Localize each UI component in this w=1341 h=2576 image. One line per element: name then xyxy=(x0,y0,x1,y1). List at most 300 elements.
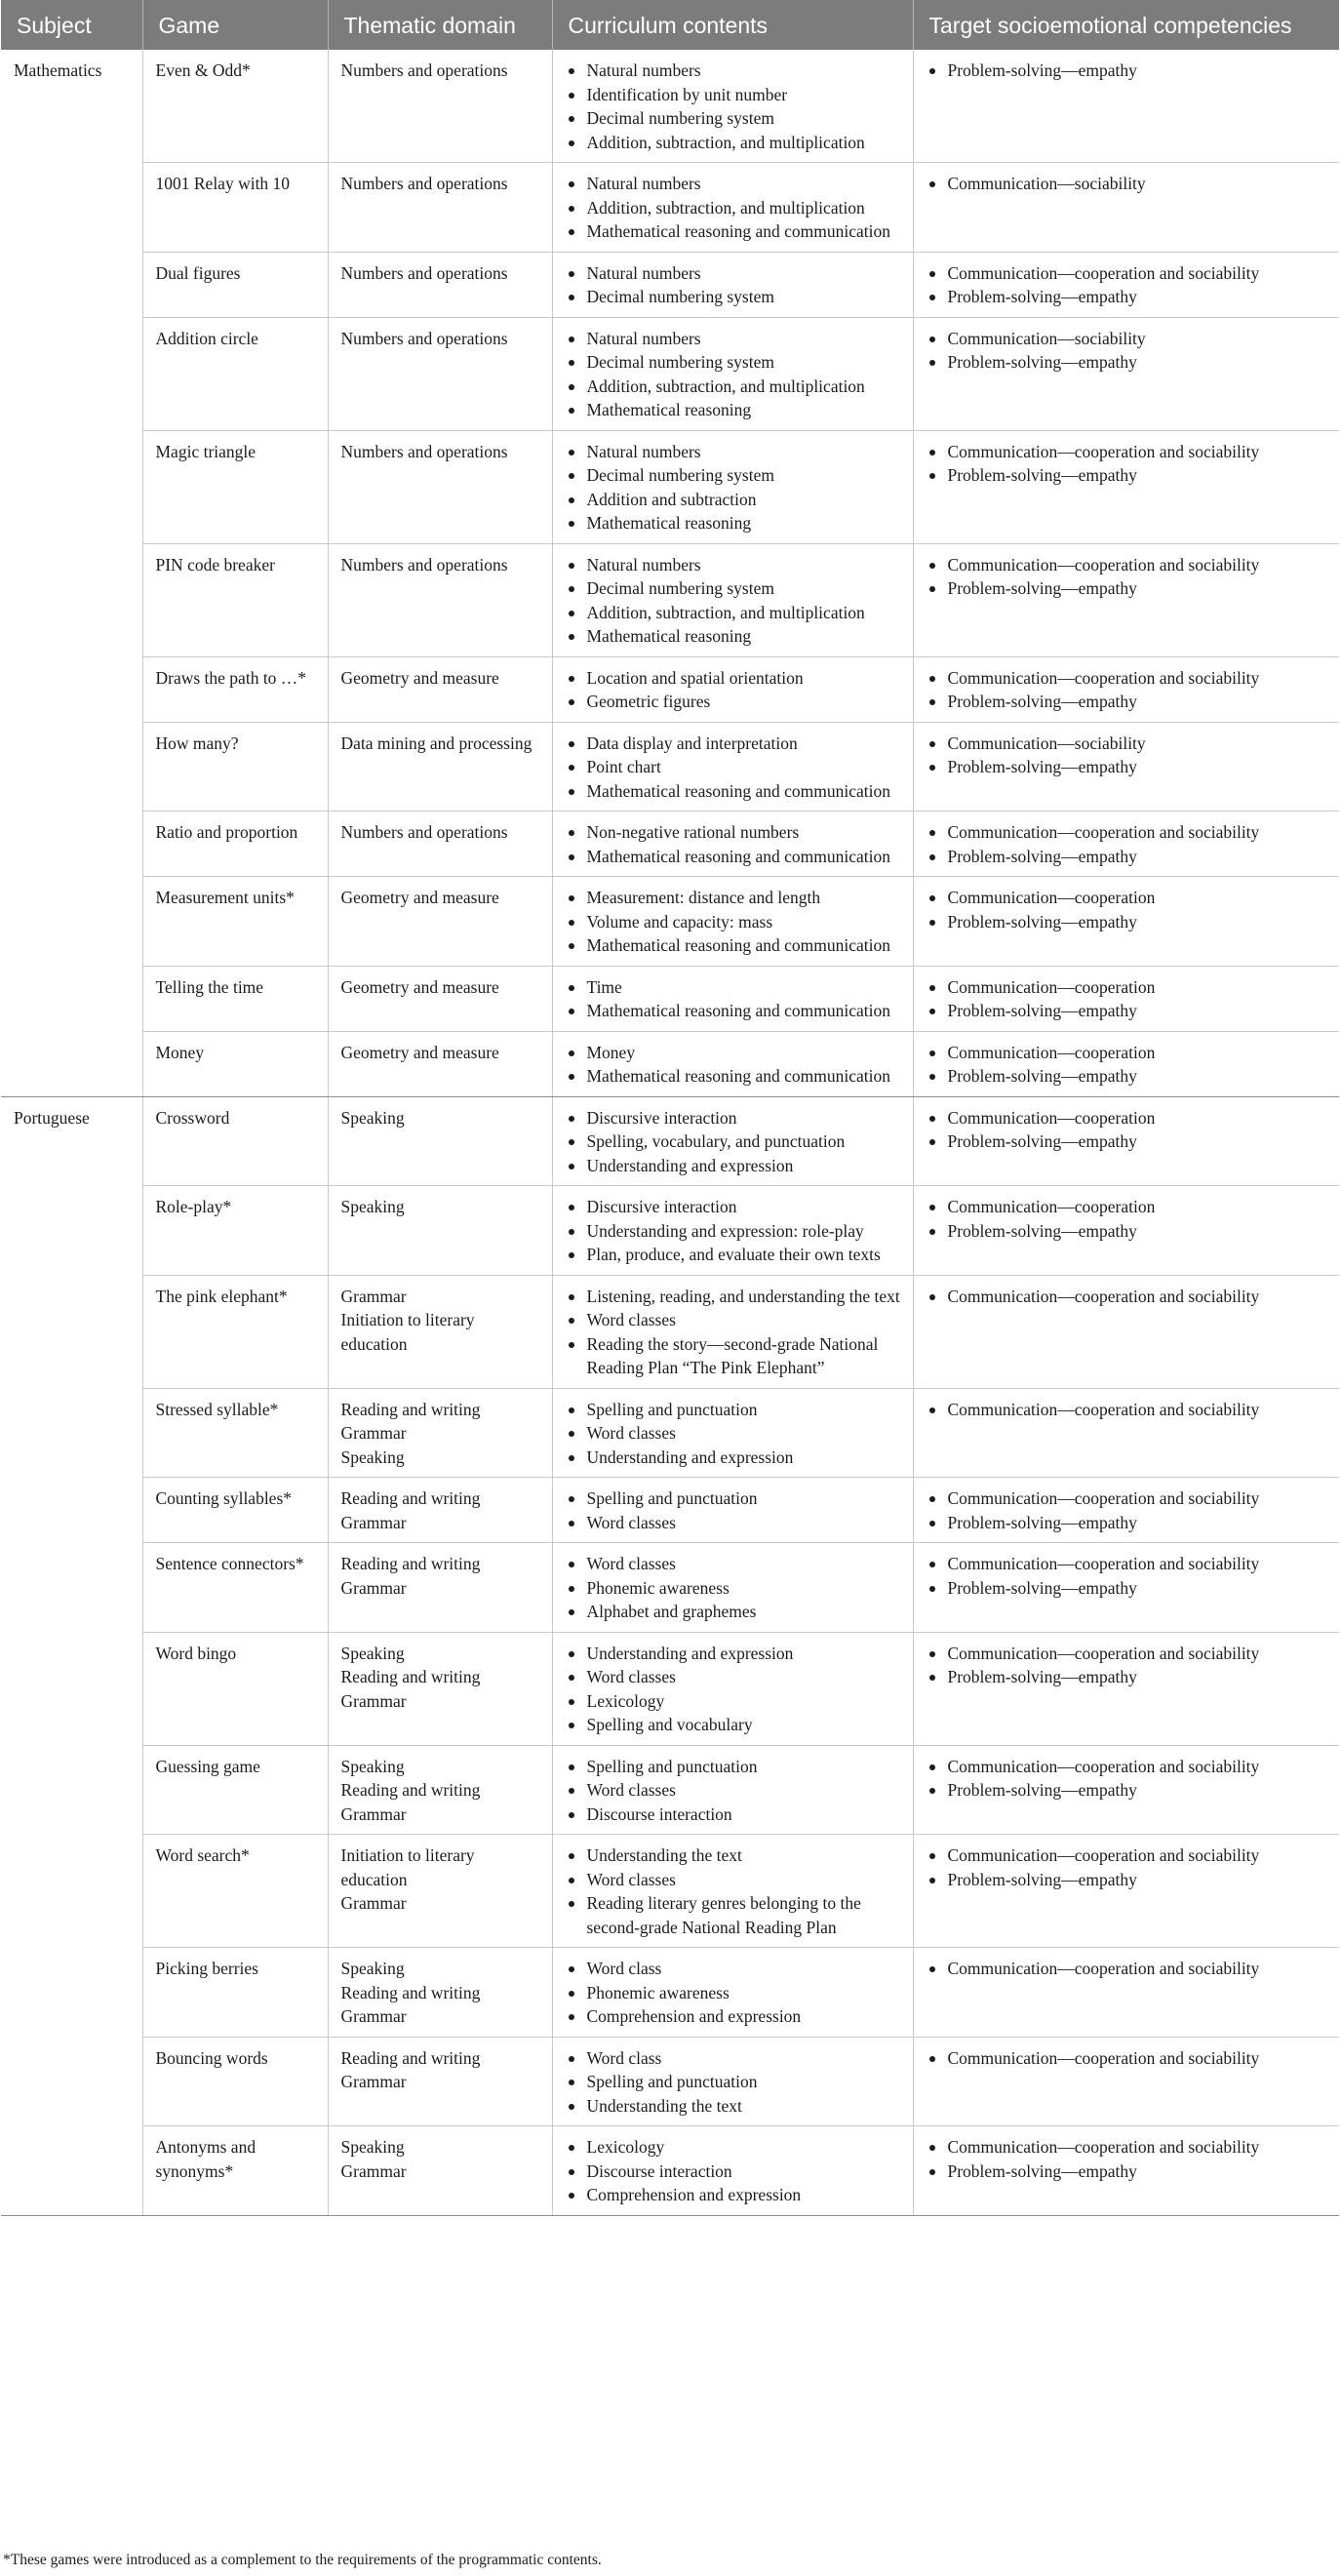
thematic-domain-cell xyxy=(328,252,552,317)
thematic-domain-cell xyxy=(328,2037,552,2126)
curriculum-contents-cell xyxy=(552,1275,913,1388)
thematic-domain-cell xyxy=(328,1835,552,1948)
game-cell xyxy=(142,50,328,163)
game-name: Guessing game xyxy=(155,1756,260,1776)
thematic-domain-cell xyxy=(328,543,552,656)
curriculum-contents-cell xyxy=(552,2037,913,2126)
curriculum-content-item: Decimal numbering system xyxy=(566,285,903,309)
curriculum-contents-list xyxy=(566,59,903,154)
game-cell xyxy=(142,1096,328,1186)
competency-item: Problem-solving—empathy xyxy=(927,1868,1330,1892)
curriculum-content-item: Alphabet and graphemes xyxy=(566,1600,903,1624)
curriculum-contents-list xyxy=(566,2046,903,2119)
competency-item: Problem-solving—empathy xyxy=(927,1511,1330,1535)
curriculum-content-item: Word class xyxy=(566,2046,903,2071)
competency-item: Communication—cooperation and sociability xyxy=(927,440,1330,464)
header-subject: Subject xyxy=(1,0,142,50)
curriculum-content-item: Word classes xyxy=(566,1868,903,1892)
competencies-cell xyxy=(913,722,1339,812)
game-name: Draws the path to …* xyxy=(155,667,307,688)
curriculum-contents-cell xyxy=(552,1186,913,1276)
thematic-domain: Numbers and operations xyxy=(340,554,508,575)
thematic-domain-cell xyxy=(328,877,552,967)
thematic-domain: Initiation to literary education xyxy=(340,1310,475,1354)
thematic-domain: Reading and writing xyxy=(340,2047,481,2068)
game-cell xyxy=(142,1835,328,1948)
curriculum-content-item: Phonemic awareness xyxy=(566,1576,903,1601)
competencies-cell xyxy=(913,1186,1339,1276)
curriculum-contents-list xyxy=(566,1041,903,1089)
game-name: Addition circle xyxy=(155,328,258,348)
curriculum-content-item: Spelling, vocabulary, and punctuation xyxy=(566,1129,903,1154)
competency-item: Communication—cooperation and sociability xyxy=(927,1486,1330,1511)
competency-item: Communication—cooperation and sociability xyxy=(927,1843,1330,1868)
table-row xyxy=(1,1031,1339,1096)
curriculum-contents-list xyxy=(566,172,903,244)
competencies-list xyxy=(927,327,1330,375)
curriculum-content-item: Word classes xyxy=(566,1665,903,1689)
competency-item: Communication—cooperation xyxy=(927,1106,1330,1130)
thematic-domain: Geometry and measure xyxy=(340,1042,499,1062)
thematic-domain: Grammar xyxy=(340,2072,407,2091)
curriculum-contents-cell xyxy=(552,877,913,967)
competency-item: Problem-solving—empathy xyxy=(927,1576,1330,1601)
curriculum-contents-list xyxy=(566,975,903,1023)
competency-item: Problem-solving—empathy xyxy=(927,755,1330,779)
thematic-domain: Geometry and measure xyxy=(340,667,499,688)
curriculum-contents-cell xyxy=(552,656,913,722)
game-name: Sentence connectors* xyxy=(155,1554,304,1573)
competencies-cell xyxy=(913,1478,1339,1543)
game-cell xyxy=(142,1478,328,1543)
game-name: Word bingo xyxy=(155,1643,237,1663)
thematic-domain-cell xyxy=(328,1388,552,1478)
thematic-domain-cell xyxy=(328,430,552,543)
thematic-domain: Reading and writing xyxy=(340,1399,481,1419)
game-name: Crossword xyxy=(155,1107,230,1128)
competencies-cell xyxy=(913,50,1339,163)
game-name: Antonyms and synonyms* xyxy=(155,2137,256,2181)
curriculum-content-item: Decimal numbering system xyxy=(566,350,903,375)
thematic-domain-cell xyxy=(328,966,552,1031)
game-name: How many? xyxy=(155,733,239,753)
competency-item: Communication—cooperation and sociability xyxy=(927,1755,1330,1779)
competency-item: Communication—cooperation and sociability xyxy=(927,1398,1330,1422)
competencies-cell xyxy=(913,2037,1339,2126)
competency-item: Problem-solving—empathy xyxy=(927,350,1330,375)
competencies-list xyxy=(927,2046,1330,2071)
curriculum-content-item: Spelling and punctuation xyxy=(566,2070,903,2094)
curriculum-content-item: Natural numbers xyxy=(566,59,903,83)
curriculum-content-item: Comprehension and expression xyxy=(566,2183,903,2207)
game-name: Even & Odd* xyxy=(155,60,251,80)
curriculum-content-item: Addition, subtraction, and multiplication xyxy=(566,196,903,220)
thematic-domain: Speaking xyxy=(340,1959,405,1978)
game-cell xyxy=(142,1745,328,1835)
subject-cell: Mathematics xyxy=(1,50,142,1096)
curriculum-contents-list xyxy=(566,1957,903,2029)
competency-item: Communication—cooperation and sociability xyxy=(927,261,1330,286)
curriculum-contents-cell xyxy=(552,430,913,543)
curriculum-content-item: Mathematical reasoning and communication xyxy=(566,779,903,804)
curriculum-contents-list xyxy=(566,1552,903,1624)
games-table xyxy=(1,0,1339,2216)
competency-item: Communication—cooperation xyxy=(927,975,1330,1000)
thematic-domain: Numbers and operations xyxy=(340,174,508,193)
game-cell xyxy=(142,1031,328,1096)
competency-item: Problem-solving—empathy xyxy=(927,910,1330,934)
competencies-cell xyxy=(913,2126,1339,2216)
curriculum-contents-list xyxy=(566,2135,903,2207)
competencies-cell xyxy=(913,1031,1339,1096)
thematic-domain: Reading and writing xyxy=(340,1488,481,1508)
table-row xyxy=(1,1275,1339,1388)
curriculum-content-item: Word classes xyxy=(566,1778,903,1803)
curriculum-content-item: Mathematical reasoning and communication xyxy=(566,933,903,958)
game-cell xyxy=(142,1388,328,1478)
thematic-domain-cell xyxy=(328,317,552,430)
thematic-domain: Geometry and measure xyxy=(340,976,499,997)
table-row xyxy=(1,1478,1339,1543)
curriculum-contents-list xyxy=(566,553,903,649)
curriculum-content-item: Natural numbers xyxy=(566,440,903,464)
game-cell xyxy=(142,1948,328,2038)
thematic-domain: Grammar xyxy=(340,1577,407,1598)
game-name: Measurement units* xyxy=(155,888,295,907)
table-footnote: *These games were introduced as a complement to the requirements of the programmatic contents. xyxy=(3,2552,602,2568)
table-row xyxy=(1,1745,1339,1835)
competencies-list xyxy=(927,440,1330,488)
competencies-cell xyxy=(913,966,1339,1031)
curriculum-content-item: Word classes xyxy=(566,1552,903,1576)
game-name: Dual figures xyxy=(155,262,241,283)
curriculum-contents-list xyxy=(566,1285,903,1380)
table-row xyxy=(1,1543,1339,1633)
curriculum-content-item: Addition, subtraction, and multiplication xyxy=(566,375,903,399)
competencies-list xyxy=(927,732,1330,779)
thematic-domain: Grammar xyxy=(340,1423,407,1443)
curriculum-content-item: Word classes xyxy=(566,1421,903,1446)
curriculum-contents-cell xyxy=(552,966,913,1031)
curriculum-content-item: Spelling and vocabulary xyxy=(566,1713,903,1737)
competencies-list xyxy=(927,172,1330,196)
curriculum-content-item: Geometric figures xyxy=(566,690,903,714)
thematic-domain: Grammar xyxy=(340,2006,407,2026)
thematic-domain-cell xyxy=(328,1632,552,1745)
thematic-domain: Grammar xyxy=(340,1690,407,1711)
game-cell xyxy=(142,317,328,430)
competencies-cell xyxy=(913,317,1339,430)
curriculum-contents-cell xyxy=(552,252,913,317)
competency-item: Problem-solving—empathy xyxy=(927,845,1330,869)
game-name: The pink elephant* xyxy=(155,1286,288,1306)
curriculum-content-item: Point chart xyxy=(566,755,903,779)
curriculum-content-item: Mathematical reasoning and communication xyxy=(566,219,903,244)
competency-item: Communication—cooperation and sociability xyxy=(927,1552,1330,1576)
thematic-domain-cell xyxy=(328,163,552,253)
game-cell xyxy=(142,722,328,812)
curriculum-contents-cell xyxy=(552,2126,913,2216)
competencies-list xyxy=(927,1552,1330,1600)
curriculum-content-item: Discursive interaction xyxy=(566,1106,903,1130)
competency-item: Communication—cooperation xyxy=(927,1195,1330,1219)
competency-item: Communication—sociability xyxy=(927,732,1330,756)
game-name: Stressed syllable* xyxy=(155,1399,279,1419)
thematic-domain-cell xyxy=(328,722,552,812)
thematic-domain-cell xyxy=(328,50,552,163)
competencies-cell xyxy=(913,1835,1339,1948)
curriculum-content-item: Spelling and punctuation xyxy=(566,1398,903,1422)
competencies-list xyxy=(927,261,1330,309)
competencies-cell xyxy=(913,1275,1339,1388)
competency-item: Communication—cooperation and sociability xyxy=(927,1957,1330,1981)
thematic-domain: Numbers and operations xyxy=(340,328,508,348)
thematic-domain: Reading and writing xyxy=(340,1982,481,2002)
curriculum-contents-cell xyxy=(552,722,913,812)
curriculum-content-item: Money xyxy=(566,1041,903,1065)
game-cell xyxy=(142,1543,328,1633)
thematic-domain: Speaking xyxy=(340,1756,405,1776)
competency-item: Problem-solving—empathy xyxy=(927,1064,1330,1089)
competencies-list xyxy=(927,975,1330,1023)
game-cell xyxy=(142,877,328,967)
curriculum-content-item: Understanding and expression xyxy=(566,1642,903,1666)
curriculum-contents-cell xyxy=(552,1632,913,1745)
curriculum-content-item: Lexicology xyxy=(566,1689,903,1714)
curriculum-contents-cell xyxy=(552,1948,913,2038)
game-name: Telling the time xyxy=(155,976,264,997)
game-name: Word search* xyxy=(155,1845,250,1865)
thematic-domain: Speaking xyxy=(340,1197,405,1216)
curriculum-content-item: Discourse interaction xyxy=(566,1803,903,1827)
thematic-domain: Speaking xyxy=(340,1643,405,1663)
competencies-list xyxy=(927,1106,1330,1154)
curriculum-content-item: Discursive interaction xyxy=(566,1195,903,1219)
curriculum-contents-list xyxy=(566,261,903,309)
curriculum-contents-list xyxy=(566,440,903,535)
competencies-cell xyxy=(913,656,1339,722)
competencies-cell xyxy=(913,1543,1339,1633)
competencies-cell xyxy=(913,877,1339,967)
game-cell xyxy=(142,1632,328,1745)
games-table-container xyxy=(1,0,1339,2216)
game-cell xyxy=(142,1275,328,1388)
competencies-list xyxy=(927,820,1330,868)
curriculum-content-item: Plan, produce, and evaluate their own texts xyxy=(566,1243,903,1267)
table-row xyxy=(1,317,1339,430)
competencies-cell xyxy=(913,1632,1339,1745)
thematic-domain: Data mining and processing xyxy=(340,733,532,753)
competency-item: Problem-solving—empathy xyxy=(927,1778,1330,1803)
curriculum-content-item: Decimal numbering system xyxy=(566,576,903,601)
thematic-domain-cell xyxy=(328,1186,552,1276)
game-cell xyxy=(142,430,328,543)
competencies-cell xyxy=(913,812,1339,877)
thematic-domain: Initiation to literary education xyxy=(340,1845,475,1889)
game-cell xyxy=(142,2037,328,2126)
curriculum-contents-list xyxy=(566,1642,903,1737)
table-row xyxy=(1,1186,1339,1276)
thematic-domain: Geometry and measure xyxy=(340,888,499,907)
table-row xyxy=(1,1632,1339,1745)
table-row xyxy=(1,812,1339,877)
table-row xyxy=(1,1948,1339,2038)
thematic-domain: Numbers and operations xyxy=(340,60,508,80)
thematic-domain: Grammar xyxy=(340,1512,407,1532)
curriculum-content-item: Non-negative rational numbers xyxy=(566,820,903,845)
curriculum-contents-cell xyxy=(552,1388,913,1478)
table-row xyxy=(1,50,1339,163)
competency-item: Communication—cooperation and sociability xyxy=(927,820,1330,845)
thematic-domain: Reading and writing xyxy=(340,1780,481,1800)
competency-item: Problem-solving—empathy xyxy=(927,285,1330,309)
curriculum-contents-list xyxy=(566,666,903,714)
curriculum-contents-list xyxy=(566,1486,903,1534)
curriculum-content-item: Discourse interaction xyxy=(566,2160,903,2184)
curriculum-contents-list xyxy=(566,1106,903,1178)
curriculum-content-item: Volume and capacity: mass xyxy=(566,910,903,934)
competencies-list xyxy=(927,1195,1330,1243)
competency-item: Communication—cooperation xyxy=(927,886,1330,910)
curriculum-contents-cell xyxy=(552,317,913,430)
curriculum-contents-list xyxy=(566,820,903,868)
subject-cell: Portuguese xyxy=(1,1096,142,2215)
curriculum-content-item: Word class xyxy=(566,1957,903,1981)
curriculum-content-item: Comprehension and expression xyxy=(566,2004,903,2029)
table-row xyxy=(1,1835,1339,1948)
competencies-list xyxy=(927,1843,1330,1891)
game-cell xyxy=(142,2126,328,2216)
curriculum-content-item: Mathematical reasoning xyxy=(566,624,903,649)
thematic-domain: Numbers and operations xyxy=(340,822,508,842)
thematic-domain-cell xyxy=(328,1275,552,1388)
curriculum-content-item: Addition and subtraction xyxy=(566,488,903,512)
table-row xyxy=(1,2126,1339,2216)
game-name: Counting syllables* xyxy=(155,1488,293,1508)
thematic-domain-cell xyxy=(328,656,552,722)
competency-item: Problem-solving—empathy xyxy=(927,1219,1330,1244)
thematic-domain-cell xyxy=(328,2126,552,2216)
competencies-list xyxy=(927,1486,1330,1534)
table-row xyxy=(1,163,1339,253)
competencies-cell xyxy=(913,543,1339,656)
curriculum-content-item: Natural numbers xyxy=(566,172,903,196)
curriculum-content-item: Natural numbers xyxy=(566,327,903,351)
curriculum-content-item: Identification by unit number xyxy=(566,83,903,107)
header-target-competencies: Target socioemotional competencies xyxy=(913,0,1339,50)
table-row xyxy=(1,1096,1339,1186)
competencies-list xyxy=(927,886,1330,933)
competency-item: Problem-solving—empathy xyxy=(927,690,1330,714)
competency-item: Communication—cooperation xyxy=(927,1041,1330,1065)
curriculum-contents-cell xyxy=(552,1031,913,1096)
competencies-list xyxy=(927,1398,1330,1422)
curriculum-content-item: Natural numbers xyxy=(566,553,903,577)
game-name: Money xyxy=(155,1042,205,1062)
competencies-cell xyxy=(913,163,1339,253)
curriculum-content-item: Understanding and expression xyxy=(566,1154,903,1178)
curriculum-content-item: Phonemic awareness xyxy=(566,1981,903,2005)
curriculum-content-item: Measurement: distance and length xyxy=(566,886,903,910)
thematic-domain-cell xyxy=(328,1948,552,2038)
competency-item: Communication—sociability xyxy=(927,172,1330,196)
competency-item: Communication—cooperation and sociability xyxy=(927,1285,1330,1309)
table-row xyxy=(1,430,1339,543)
thematic-domain: Speaking xyxy=(340,1447,405,1467)
curriculum-content-item: Mathematical reasoning and communication xyxy=(566,999,903,1023)
thematic-domain-cell xyxy=(328,1478,552,1543)
game-name: PIN code breaker xyxy=(155,554,275,575)
table-row xyxy=(1,252,1339,317)
curriculum-contents-cell xyxy=(552,1835,913,1948)
competency-item: Problem-solving—empathy xyxy=(927,999,1330,1023)
competency-item: Communication—cooperation and sociability xyxy=(927,666,1330,691)
thematic-domain-cell xyxy=(328,1096,552,1186)
competency-item: Communication—cooperation and sociability xyxy=(927,2046,1330,2071)
curriculum-contents-list xyxy=(566,1398,903,1470)
competency-item: Problem-solving—empathy xyxy=(927,463,1330,488)
competency-item: Problem-solving—empathy xyxy=(927,1129,1330,1154)
curriculum-contents-list xyxy=(566,1195,903,1267)
competencies-cell xyxy=(913,252,1339,317)
thematic-domain: Grammar xyxy=(340,1893,407,1913)
curriculum-content-item: Mathematical reasoning xyxy=(566,511,903,535)
competencies-list xyxy=(927,1755,1330,1803)
header-thematic-domain: Thematic domain xyxy=(328,0,552,50)
curriculum-content-item: Listening, reading, and understanding the text xyxy=(566,1285,903,1309)
curriculum-content-item: Understanding the text xyxy=(566,2094,903,2119)
curriculum-contents-cell xyxy=(552,1096,913,1186)
competency-item: Problem-solving—empathy xyxy=(927,59,1330,83)
table-row xyxy=(1,877,1339,967)
game-cell xyxy=(142,656,328,722)
curriculum-content-item: Data display and interpretation xyxy=(566,732,903,756)
thematic-domain: Numbers and operations xyxy=(340,262,508,283)
competencies-list xyxy=(927,2135,1330,2183)
curriculum-content-item: Spelling and punctuation xyxy=(566,1755,903,1779)
competencies-cell xyxy=(913,1745,1339,1835)
curriculum-content-item: Natural numbers xyxy=(566,261,903,286)
table-row xyxy=(1,543,1339,656)
game-name: Magic triangle xyxy=(155,441,256,461)
competency-item: Communication—cooperation and sociability xyxy=(927,553,1330,577)
curriculum-content-item: Decimal numbering system xyxy=(566,106,903,131)
curriculum-content-item: Word classes xyxy=(566,1511,903,1535)
thematic-domain: Speaking xyxy=(340,2137,405,2157)
curriculum-contents-cell xyxy=(552,1745,913,1835)
table-row xyxy=(1,656,1339,722)
game-cell xyxy=(142,812,328,877)
game-cell xyxy=(142,163,328,253)
game-name: 1001 Relay with 10 xyxy=(155,174,291,193)
competency-item: Communication—cooperation and sociability xyxy=(927,2135,1330,2160)
thematic-domain: Grammar xyxy=(340,1803,407,1824)
table-row xyxy=(1,2037,1339,2126)
competencies-list xyxy=(927,666,1330,714)
curriculum-content-item: Spelling and punctuation xyxy=(566,1486,903,1511)
competencies-list xyxy=(927,1041,1330,1089)
curriculum-content-item: Location and spatial orientation xyxy=(566,666,903,691)
thematic-domain: Numbers and operations xyxy=(340,441,508,461)
curriculum-contents-cell xyxy=(552,812,913,877)
curriculum-content-item: Time xyxy=(566,975,903,1000)
competencies-list xyxy=(927,59,1330,83)
game-name: Picking berries xyxy=(155,1959,258,1978)
thematic-domain: Grammar xyxy=(340,1286,407,1306)
competencies-list xyxy=(927,1642,1330,1689)
curriculum-content-item: Reading literary genres belonging to the second-grade National Reading Plan xyxy=(566,1891,903,1939)
thematic-domain-cell xyxy=(328,1543,552,1633)
